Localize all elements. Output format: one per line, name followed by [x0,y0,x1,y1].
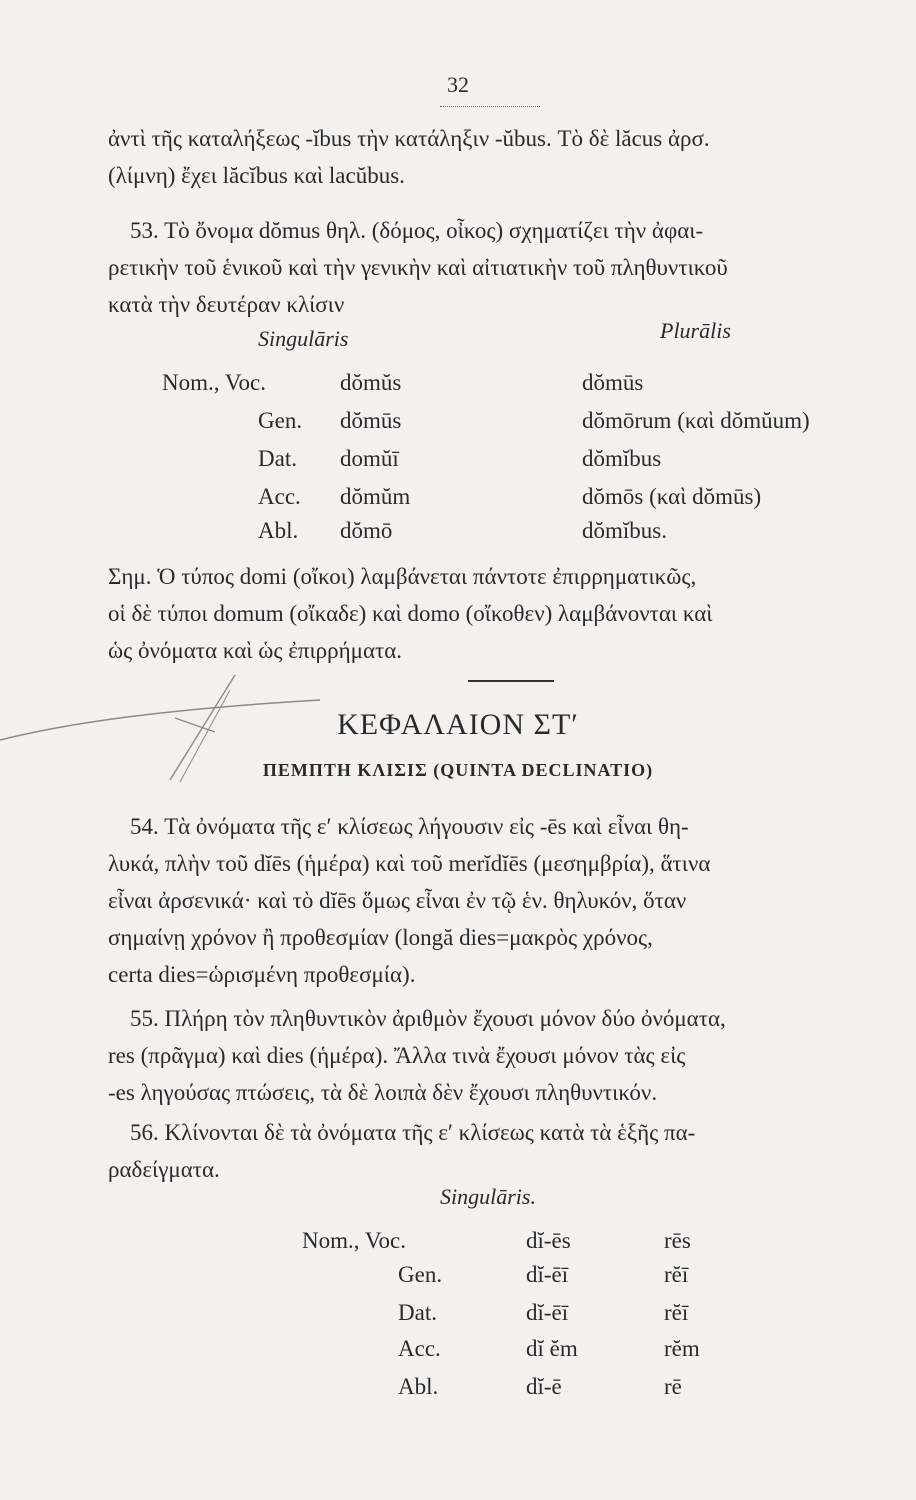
text-line: ὡς ὀνόματα καὶ ὡς ἐπιρρήματα. [108,638,403,663]
plural-form: dŏmĭbus. [582,518,667,543]
text-line: κατὰ τὴν δευτέραν κλίσιν [108,292,345,317]
text-line: res (πρᾶγμα) καὶ dies (ἡμέρα). Ἄλλα τινὰ ἔχουσι μόνον τὰς εἰς [108,1043,686,1068]
dies-form: dĭ-ēī [526,1262,569,1287]
text-line: 54. Τὰ ὀνόματα τῆς εʹ κλίσεως λήγουσιν εἰς -ēs καὶ εἶναι θη- [130,814,689,839]
plural-form: dŏmūs [582,370,644,395]
dies-form: dĭ ĕm [526,1336,578,1361]
text-line: 55. Πλήρη τὸν πληθυντικὸν ἀριθμὸν ἔχουσι μόνον δύο ὀνόματα, [130,1006,726,1031]
section-divider [468,680,554,682]
text-line: certa dies=ὡρισμένη προθεσμία). [108,962,416,987]
res-form: rĕī [664,1300,689,1325]
singular-form: dŏmūs [340,408,402,433]
paragraph-54 [108,808,883,993]
singular-form: domŭī [340,446,399,471]
page-number-rule [440,106,540,107]
singular-form: dŏmŭm [340,484,411,509]
plural-form: dŏmōrum (καὶ dŏmŭum) [582,408,810,433]
chapter-title: ΚΕΦΑΛΑΙΟΝ ΣΤʹ [337,708,579,741]
plural-header: Plurālis [660,318,731,343]
page-number: 32 [447,72,469,97]
text-line: (λίμνη) ἔχει lăcĭbus καὶ lacŭbus. [108,163,405,188]
paragraph-top [108,120,883,194]
case-label: Nom., Voc. [162,370,266,395]
text-line: ρετικὴν τοῦ ἑνικοῦ καὶ τὴν γενικὴν καὶ αἰτιατικὴν τοῦ πληθυντικοῦ [108,255,728,280]
res-form: rĕī [664,1262,689,1287]
case-label: Abl. [258,518,299,543]
case-label: Dat. [398,1300,437,1325]
text-line: σημαίνῃ χρόνον ἢ προθεσμίαν (longă dies=μακρὸς χρόνος, [108,925,653,950]
plural-form: dŏmĭbus [582,446,662,471]
dies-form: dĭ-ēī [526,1300,569,1325]
case-label: Acc. [258,484,301,509]
singular-header: Singulāris. [440,1184,536,1209]
paragraph-55 [108,1000,883,1111]
plural-form: dŏmōs (καὶ dŏmūs) [582,484,762,509]
chapter-subtitle: ΠΕΜΠΤΗ ΚΛΙΣΙΣ (QUINTA DECLINATIO) [262,760,654,780]
res-form: rĕm [664,1336,700,1361]
case-label: Nom., Voc. [302,1228,406,1253]
singular-header: Singulāris [258,326,349,351]
dies-form: dĭ-ē [526,1374,562,1399]
text-line: Σημ. Ὁ τύπος domi (οἴκοι) λαμβάνεται πάντοτε ἐπιρρηματικῶς, [108,564,697,589]
singular-form: dŏmō [340,518,393,543]
text-line: 53. Τὸ ὄνομα dŏmus θηλ. (δόμος, οἶκος) σχηματίζει τὴν ἀφαι- [130,218,704,243]
paragraph-53 [108,212,883,323]
text-line: ἀντὶ τῆς καταλήξεως -ĭbus τὴν κατάληξιν -ŭbus. Τὸ δὲ lăcus ἀρσ. [108,126,710,151]
text-line: λυκά, πλὴν τοῦ dĭēs (ἡμέρα) καὶ τοῦ merĭdĭēs (μεσημβρία), ἅτινα [108,851,711,876]
singular-form: dŏmŭs [340,370,402,395]
text-line: -es ληγούσας πτώσεις, τὰ δὲ λοιπὰ δὲν ἔχουσι πληθυντικόν. [108,1080,658,1105]
res-form: rē [664,1374,682,1399]
note-paragraph [108,558,883,669]
case-label: Abl. [398,1374,439,1399]
case-label: Dat. [258,446,297,471]
text-line: 56. Κλίνονται δὲ τὰ ὀνόματα τῆς εʹ κλίσεως κατὰ τὰ ἑξῆς πα- [130,1120,696,1145]
text-line: εἶναι ἀρσενικά· καὶ τὸ dĭēs ὅμως εἶναι ἐν τῷ ἑν. θηλυκόν, ὅταν [108,888,687,913]
paragraph-56 [108,1114,883,1188]
text-line: ραδείγματα. [108,1157,220,1182]
case-label: Gen. [258,408,303,433]
dies-form: dĭ-ēs [526,1228,571,1253]
case-label: Acc. [398,1336,441,1361]
res-form: rēs [664,1228,691,1253]
case-label: Gen. [398,1262,443,1287]
text-line: οἱ δὲ τύποι domum (οἴκαδε) καὶ domo (οἴκοθεν) λαμβάνονται καὶ [108,601,713,626]
